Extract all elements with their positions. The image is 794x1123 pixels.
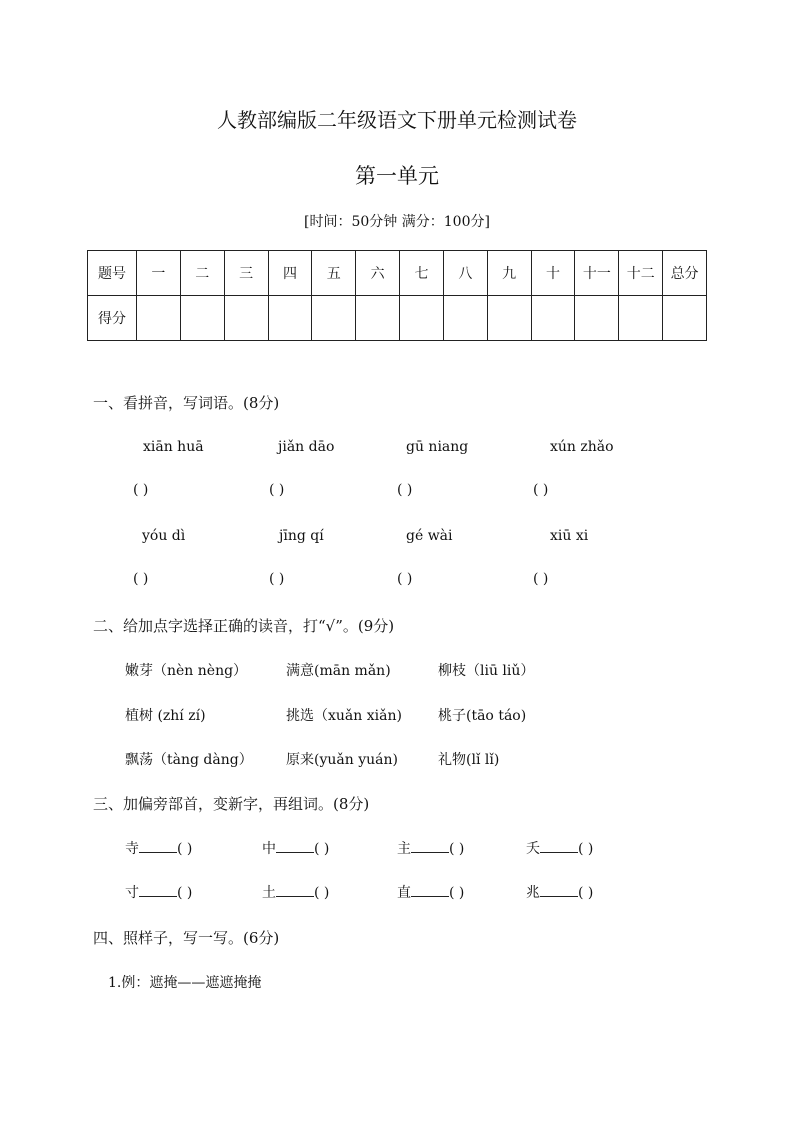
radical-item — [526, 882, 593, 902]
pinyin-item: xiū xi — [550, 528, 589, 544]
fill-line[interactable] — [411, 884, 449, 897]
word-blank[interactable]: ( ) — [578, 841, 594, 857]
table-header-label: 题号 — [88, 251, 137, 296]
reading-choice-item[interactable]: 嫩芽（nèn nèng） — [125, 663, 248, 679]
base-char: 兆 — [526, 885, 540, 901]
table-col-1: 一 — [137, 251, 181, 296]
word-blank[interactable]: ( ) — [177, 885, 193, 901]
radical-item — [262, 882, 329, 902]
score-cell[interactable] — [531, 296, 575, 341]
page-title: 人教部编版二年级语文下册单元检测试卷 — [217, 108, 577, 132]
table-col-6: 六 — [356, 251, 400, 296]
base-char: 土 — [262, 885, 276, 901]
fill-line[interactable] — [139, 840, 177, 853]
word-blank[interactable]: ( ) — [314, 841, 330, 857]
table-col-5: 五 — [312, 251, 356, 296]
score-cell[interactable] — [268, 296, 312, 341]
score-cell[interactable] — [356, 296, 400, 341]
score-cell[interactable] — [137, 296, 181, 341]
base-char: 寸 — [125, 885, 139, 901]
score-table-score-row — [88, 296, 707, 341]
word-blank[interactable]: ( ) — [449, 885, 465, 901]
table-col-10: 十 — [531, 251, 575, 296]
section3-heading: 三、加偏旁部首，变新字，再组词。(8分) — [93, 795, 370, 813]
fill-line[interactable] — [540, 884, 578, 897]
table-col-total: 总分 — [663, 251, 707, 296]
unit-title: 第一单元 — [355, 164, 439, 188]
reading-choice-item[interactable]: 植树 (zhí zí) — [125, 708, 206, 724]
pinyin-item: xún zhǎo — [550, 439, 614, 455]
radical-item — [125, 882, 192, 902]
pinyin-item: yóu dì — [142, 528, 186, 544]
word-blank[interactable]: ( ) — [449, 841, 465, 857]
table-col-2: 二 — [180, 251, 224, 296]
score-table-header-row — [88, 251, 707, 296]
pinyin-item: jīng qí — [279, 528, 324, 544]
fill-line[interactable] — [276, 840, 314, 853]
table-col-9: 九 — [487, 251, 531, 296]
fill-line[interactable] — [540, 840, 578, 853]
section2-heading: 二、给加点字选择正确的读音，打“√”。(9分) — [93, 617, 395, 635]
score-cell[interactable] — [575, 296, 619, 341]
table-col-4: 四 — [268, 251, 312, 296]
table-col-8: 八 — [443, 251, 487, 296]
base-char: 主 — [397, 841, 411, 857]
score-cell[interactable] — [224, 296, 268, 341]
answer-blank[interactable]: ( ) — [397, 571, 413, 587]
radical-item — [397, 882, 464, 902]
answer-blank[interactable]: ( ) — [397, 482, 413, 498]
score-cell[interactable] — [312, 296, 356, 341]
base-char: 直 — [397, 885, 411, 901]
fill-line[interactable] — [139, 884, 177, 897]
fill-line[interactable] — [276, 884, 314, 897]
pinyin-item: gū niang — [406, 439, 469, 455]
radical-item — [526, 838, 593, 858]
score-cell[interactable] — [443, 296, 487, 341]
table-col-12: 十二 — [619, 251, 663, 296]
score-cell[interactable] — [180, 296, 224, 341]
score-cell[interactable] — [487, 296, 531, 341]
word-blank[interactable]: ( ) — [177, 841, 193, 857]
reading-choice-item[interactable]: 柳枝（liū liǔ） — [438, 663, 535, 679]
answer-blank[interactable]: ( ) — [133, 482, 149, 498]
score-cell[interactable] — [663, 296, 707, 341]
table-score-label: 得分 — [88, 296, 137, 341]
reading-choice-item[interactable]: 满意(mān mǎn) — [286, 663, 391, 679]
answer-blank[interactable]: ( ) — [269, 571, 285, 587]
time-info: [时间：50分钟 满分：100分] — [304, 214, 490, 230]
answer-blank[interactable]: ( ) — [133, 571, 149, 587]
answer-blank[interactable]: ( ) — [269, 482, 285, 498]
word-blank[interactable]: ( ) — [578, 885, 594, 901]
base-char: 中 — [262, 841, 276, 857]
radical-item — [125, 838, 192, 858]
word-blank[interactable]: ( ) — [314, 885, 330, 901]
reading-choice-item[interactable]: 飘荡（tàng dàng） — [125, 752, 253, 768]
score-table — [87, 250, 707, 341]
section4-heading: 四、照样子，写一写。(6分) — [93, 929, 280, 947]
score-cell[interactable] — [400, 296, 444, 341]
base-char: 寺 — [125, 841, 139, 857]
example-line: 1.例：遮掩——遮遮掩掩 — [108, 975, 262, 991]
radical-item — [397, 838, 464, 858]
answer-blank[interactable]: ( ) — [533, 482, 549, 498]
fill-line[interactable] — [411, 840, 449, 853]
table-col-7: 七 — [400, 251, 444, 296]
answer-blank[interactable]: ( ) — [533, 571, 549, 587]
base-char: 夭 — [526, 841, 540, 857]
reading-choice-item[interactable]: 礼物(lǐ lǐ) — [438, 752, 500, 768]
score-cell[interactable] — [619, 296, 663, 341]
table-col-3: 三 — [224, 251, 268, 296]
table-col-11: 十一 — [575, 251, 619, 296]
reading-choice-item[interactable]: 原来(yuǎn yuán) — [286, 752, 398, 768]
pinyin-item: gé wài — [406, 528, 453, 544]
pinyin-item: xiān huā — [143, 439, 204, 455]
pinyin-item: jiǎn dāo — [278, 439, 335, 455]
section1-heading: 一、看拼音，写词语。(8分) — [93, 394, 280, 412]
radical-item — [262, 838, 329, 858]
reading-choice-item[interactable]: 挑选（xuǎn xiǎn) — [286, 708, 402, 724]
reading-choice-item[interactable]: 桃子(tāo táo) — [438, 708, 527, 724]
